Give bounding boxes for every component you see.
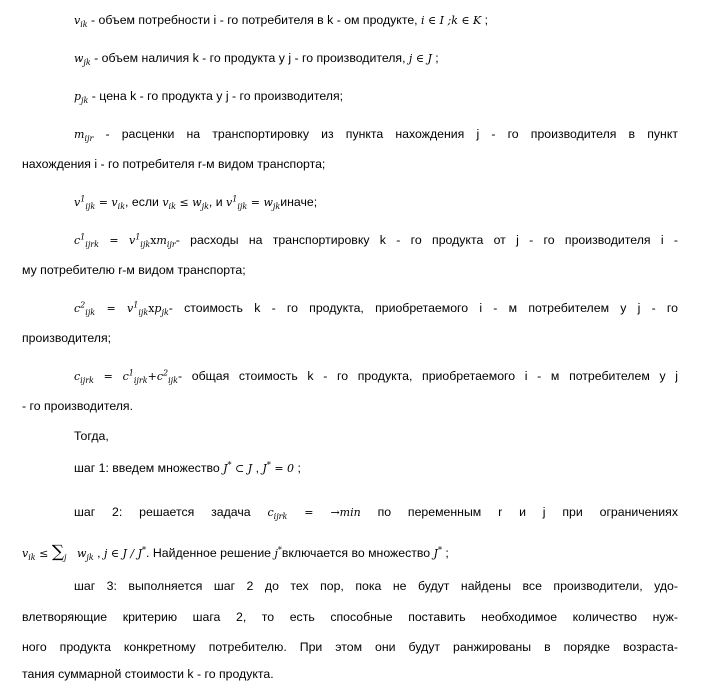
text-line: - общая стоимость k - го продукта, приобретаемого i - м потребителем у j — [177, 369, 678, 383]
paragraph-step-3-line3 — [22, 635, 678, 659]
formula-J-star-eq-0: J* = 0 — [262, 460, 295, 475]
text-line: - объем наличия k - го продукта у j - го производителя, — [90, 51, 409, 65]
formula-m-ijr: $m_{ijr}$ — [74, 128, 94, 144]
formula-J-star-subset-J: J* ⊂ J — [223, 460, 253, 475]
text-line: производителя; — [22, 331, 112, 345]
paragraph-step-3-line4 — [22, 662, 678, 686]
paragraph-v1-ijk — [22, 190, 678, 215]
formula-c-ijrk-sum: $c_{ijrk} = c^1_{ijrk}$ — [74, 368, 148, 386]
formula-v1-ijk-eq-v-ik: $v^1_{ijk} = v_{ik}$ — [74, 194, 126, 212]
text-line: шаг 3: выполняется шаг 2 до тех пор, пока не будут найдены все производители, удо- — [74, 579, 678, 593]
paragraph-then — [22, 424, 678, 448]
paragraph-step-3-line2 — [22, 605, 678, 629]
paragraph-w-jk: $w_{jk}$ - объем наличия k - го продукта у j - го производителя, j ∈ J ; — [74, 51, 439, 68]
paragraph-c2-ijk-line2 — [22, 326, 678, 350]
text-line: включается во множество — [281, 546, 434, 560]
paragraph-v-ik: $v_{ik}$ - объем потребности i - го потребителя в k - ом продукте, i ∈ I ;k ∈ K ; — [74, 13, 489, 30]
formula-j-in-J-minus-J-star: j ∈ J / J* — [103, 545, 147, 560]
text-line: - расценки на транспортировку из пункта нахождения j - го производителя в пункт — [93, 127, 678, 141]
text-line: по переменным r и j при ограничениях — [377, 505, 678, 519]
paragraph-step-3-line1 — [22, 574, 678, 598]
text-line: му потребителю r-м видом транспорта; — [22, 263, 246, 277]
text-line: влетворяющие критерию шага 2, то есть способные поставить необходимое количество нуж- — [22, 610, 678, 624]
paragraph-m-ijr-line2 — [22, 152, 678, 176]
paragraph-step-2-line2: $v_{ik} \le \sum_j$ $w_{jk}$ , j ∈ J / J*. Найденное решение j*включается во множество J* ; — [22, 542, 449, 563]
paragraph-c-ijrk-line1: $c_{ijrk} = c^1_{ijrk}+c^2_{ijk}-$ общая стоимость k - го продукта, приобретаемого i - м потребителем у j — [74, 368, 678, 386]
text-line: - го производителя. — [22, 399, 134, 413]
text-line: ного продукта конкретному потребителю. При этом они будут ранжированы в порядке возраста- — [22, 640, 678, 654]
text-line: , если — [125, 195, 163, 209]
text-line: тания суммарной стоимости k - го продукта. — [22, 667, 274, 681]
formula-v1-ijk-eq-w-jk: $v^1_{ijk} = w_{jk}$ — [226, 194, 281, 212]
formula-w-jk: $w_{jk}$ — [74, 52, 91, 68]
text-line: - объем потребности i - го потребителя в k - ом продукте, — [87, 13, 421, 27]
text-line: Тогда, — [74, 429, 109, 443]
paragraph-p-jk — [22, 84, 678, 109]
paragraph-step-1: шаг 1: введем множество J* ⊂ J , J* = 0 ; — [74, 460, 301, 475]
text-line: - цена k - го продукта у j - го производителя; — [88, 89, 344, 103]
text-line: шаг 2: решается задача — [74, 505, 251, 519]
formula-J-star: J* — [433, 545, 442, 560]
paragraph-c-ijrk-line2 — [22, 394, 678, 418]
text-line: шаг 1: введем множество — [74, 461, 224, 475]
text-line: - стоимость k - го продукта, приобретаемого i - м потребителем у j - го — [168, 301, 678, 315]
formula-v-ik: $v_{ik}$ — [74, 14, 88, 30]
formula-c2-ijk: $c^2_{ijk} = v^1_{ijk}$ — [74, 300, 149, 318]
text-line: , и — [208, 195, 227, 209]
text-line: нахождения i - го потребителя r-м видом транспорта; — [22, 157, 326, 171]
paragraph-c2-ijk-line1: $c^2_{ijk} = v^1_{ijk}xp_{jk}-$ стоимость k - го продукта, приобретаемого i - м потребителем у j - го — [74, 300, 678, 318]
formula-i-in-I-k-in-K: i ∈ I ;k ∈ K — [421, 14, 482, 27]
formula-c-ijrk-to-min: $c_{ijrk} = \to\min$ — [267, 506, 361, 522]
formula-v-ik-le-sum-w-jk: $v_{ik} \le \sum_j$ $w_{jk}$ — [22, 542, 94, 563]
formula-j-star: j* — [274, 545, 282, 560]
text-line: - расходы на транспортировку k - го продукта от j - го производителя i - — [175, 233, 678, 247]
text-line: . Найденное решение — [146, 546, 275, 560]
paragraph-c1-ijrk-line2 — [22, 258, 678, 282]
paragraph-m-ijr-line1 — [22, 122, 678, 147]
formula-j-in-J: j ∈ J — [408, 52, 432, 65]
formula-v-ik-le-w-jk: $v_{ik} \le w_{jk}$ — [162, 196, 209, 212]
formula-p-jk: $p_{jk}$ — [74, 90, 89, 106]
formula-c1-ijrk: $c^1_{ijrk} = v^1_{ijk}$ — [74, 232, 151, 250]
paragraph-c1-ijrk-line1: $c^1_{ijrk} = v^1_{ijk}xm_{ijr}-$ расходы на транспортировку k - го продукта от j - го производителя i - — [74, 232, 678, 250]
text-line: иначе; — [280, 195, 318, 209]
paragraph-step-2-line1 — [22, 500, 678, 525]
